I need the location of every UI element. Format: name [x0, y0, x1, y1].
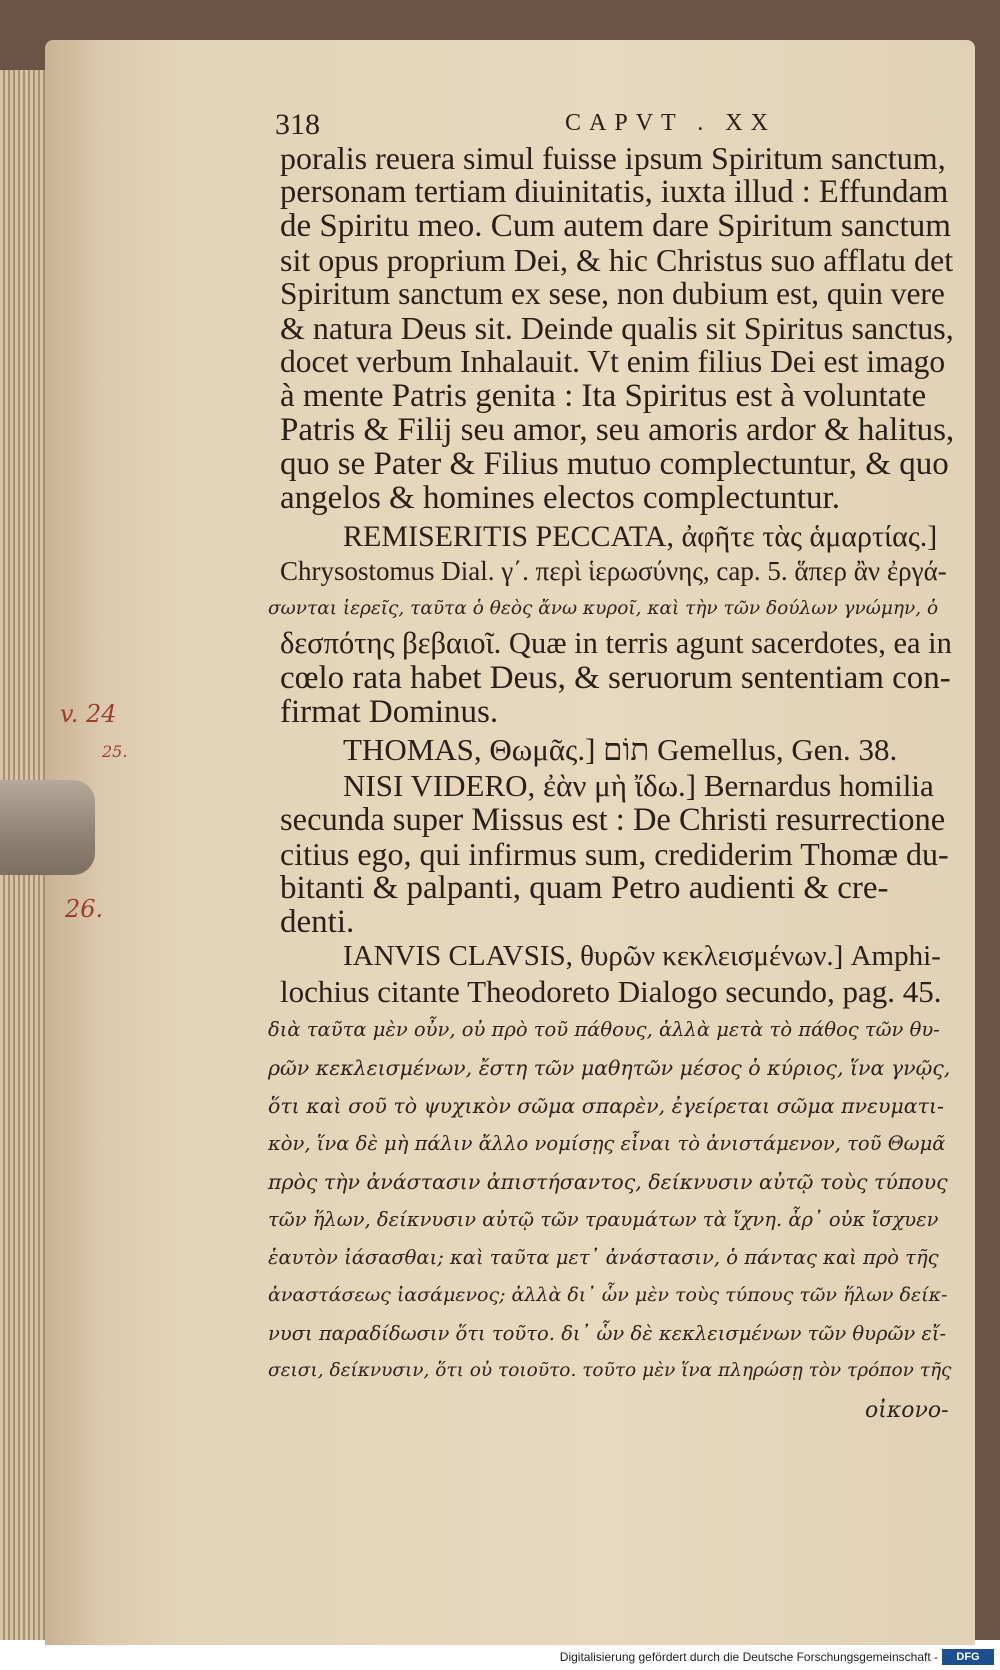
- greek-line: διὰ ταῦτα μὲν οὖν, οὐ πρὸ τοῦ πάθους, ἀλλὰ μετὰ τὸ πάθος τῶν θυ-: [268, 1018, 940, 1041]
- running-title: CAPVT . XX: [565, 110, 776, 136]
- greek-line: ὅτι καὶ σοῦ τὸ ψυχικὸν σῶμα σπαρὲν, ἐγείρεται σῶμα πνευματι-: [268, 1094, 944, 1118]
- text-line: Patris & Filij seu amor, seu amoris ardor & halitus,: [280, 412, 955, 448]
- digitization-footer: [0, 1646, 1000, 1670]
- margin-note-v26: 26.: [65, 895, 104, 923]
- text-line: denti.: [280, 904, 355, 940]
- page-number: 318: [275, 108, 320, 141]
- text-line: de Spiritu meo. Cum autem dare Spiritum sanctum: [280, 208, 951, 244]
- catchword: οἰκονο-: [865, 1398, 949, 1423]
- greek-line: ἑαυτὸν ἰάσασθαι; καὶ ταῦτα μετ᾽ ἀνάστασιν, ὁ πάντας καὶ πρὸ τῆς: [268, 1246, 939, 1269]
- text-line: angelos & homines electos complectuntur.: [280, 480, 840, 516]
- greek-line: πρὸς τὴν ἀνάστασιν ἀπιστήσαντος, δείκνυσιν αὐτῷ τοὺς τύπους: [268, 1170, 948, 1194]
- greek-line: κὸν, ἵνα δὲ μὴ πάλιν ἄλλο νομίσῃς εἶναι τὸ ἀνιστάμενον, τοῦ Θωμᾶ: [268, 1132, 946, 1155]
- lemma-thomas: THOMAS, Θωμᾶς.] תוֹם Gemellus, Gen. 38.: [343, 732, 898, 767]
- lemma-ianuis-clausis: IANVIS CLAVSIS, θυρῶν κεκλεισμένων.] Amphi-: [343, 940, 941, 972]
- text-line: citius ego, qui infirmus sum, crediderim Thomæ du-: [280, 836, 949, 872]
- text-line: bitanti & palpanti, quam Petro audienti & cre-: [280, 870, 889, 906]
- text-line: cœlo rata habet Deus, & seruorum sententiam con-: [280, 660, 951, 696]
- lemma-remiseritis: REMISERITIS PECCATA, ἀφῆτε τὰς ἁμαρτίας.]: [343, 520, 938, 553]
- greek-line: σεισι, δείκνυσιν, ὅτι οὐ τοιοῦτο. τοῦτο μὲν ἵνα πληρώσῃ τὸν τρόπον τῆς: [268, 1360, 952, 1381]
- text-line: Spiritum sanctum ex sese, non dubium est, quin vere: [280, 276, 945, 311]
- greek-line: νυσι παραδίδωσιν ὅτι τοῦτο. δι᾽ ὧν δὲ κεκλεισμένων τῶν θυρῶν εἴ-: [268, 1322, 947, 1345]
- dfg-logo: DFG: [942, 1649, 994, 1665]
- text-line: à mente Patris genita : Ita Spiritus est à voluntate: [280, 378, 927, 414]
- text-line: Chrysostomus Dial. γ΄. περὶ ἱερωσύνης, cap. 5. ἅπερ ἂν ἐργά-: [280, 556, 947, 586]
- funding-credit: Digitalisierung gefördert durch die Deutsche Forschungsgemeinschaft -: [559, 1650, 938, 1664]
- greek-line: ρῶν κεκλεισμένων, ἔστη τῶν μαθητῶν μέσος ὁ κύριος, ἵνα γνῷς,: [268, 1056, 951, 1080]
- text-line: secunda super Missus est : De Christi resurrectione: [280, 802, 946, 838]
- margin-note-v25: 25.: [102, 742, 128, 761]
- lemma-nisi-videro: NISI VIDERO, ἐὰν μὴ ἴδω.] Bernardus homilia: [343, 768, 934, 803]
- greek-line: ἀναστάσεως ἰασάμενος; ἀλλὰ δι᾽ ὧν μὲν τοὺς τύπους τῶν ἥλων δείκ-: [268, 1284, 948, 1306]
- text-line: δεσπότης βεβαιοῖ. Quæ in terris agunt sacerdotes, ea in: [280, 626, 952, 660]
- text-line: firmat Dominus.: [280, 694, 499, 730]
- text-line: personam tertiam diuinitatis, iuxta illud : Effundam: [280, 174, 949, 210]
- text-line: docet verbum Inhalauit. Vt enim filius Dei est imago: [280, 344, 946, 379]
- greek-line: σωνται ἱερεῖς, ταῦτα ὁ θεὸς ἄνω κυροῖ, καὶ τὴν τῶν δούλων γνώμην, ὁ: [268, 598, 939, 619]
- greek-line: τῶν ἥλων, δείκνυσιν αὐτῷ τῶν τραυμάτων τὰ ἴχνη. ἆρ᾽ οὐκ ἴσχυεν: [268, 1208, 939, 1231]
- text-line: lochius citante Theodoreto Dialogo secundo, pag. 45.: [280, 974, 942, 1009]
- text-line: sit opus proprium Dei, & hic Christus suo afflatu det: [280, 242, 954, 278]
- text-line: poralis reuera simul fuisse ipsum Spiritum sanctum,: [280, 140, 946, 176]
- text-line: quo se Pater & Filius mutuo complectuntur, & quo: [280, 446, 949, 482]
- margin-note-v24: v. 24: [60, 700, 117, 728]
- text-line: & natura Deus sit. Deinde qualis sit Spiritus sanctus,: [280, 310, 954, 346]
